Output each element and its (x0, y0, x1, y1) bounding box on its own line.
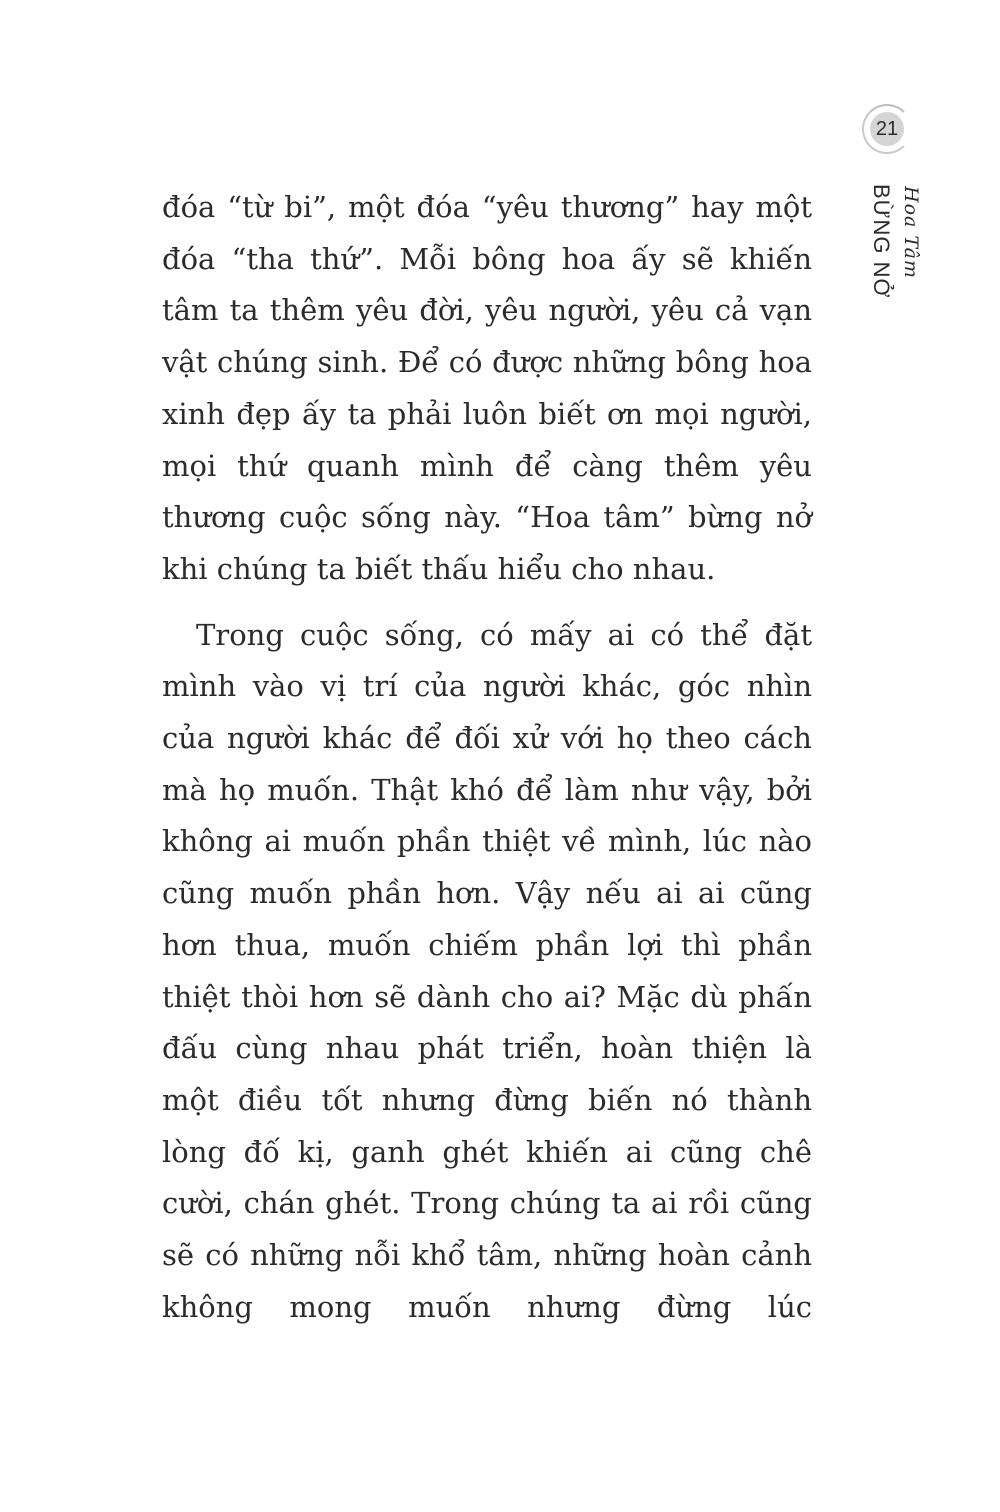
paragraph-1: đóa “từ bi”, một đóa “yêu thương” hay một đóa “tha thứ”. Mỗi bông hoa ấy sẽ khiến tâm ta thêm yêu đời, yêu người, yêu cả vạn vật chúng sinh. Để có được những bông hoa xinh đẹp ấy ta phải luôn biết ơn mọi người, mọi thứ quanh mình để càng thêm yêu thương cuộc sống này. “Hoa tâm” bừng nở khi chúng ta biết thấu hiểu cho nhau. (162, 190, 812, 586)
body-text (162, 182, 812, 1333)
page-number: 21 (875, 118, 899, 140)
running-title (862, 184, 924, 299)
paragraph-2: Trong cuộc sống, có mấy ai có thể đặt mình vào vị trí của người khác, góc nhìn của người khác để đối xử với họ theo cách mà họ muốn. Thật khó để làm như vậy, bởi không ai muốn phần thiệt về mình, lúc nào cũng muốn phần hơn. Vậy nếu ai ai cũng hơn thua, muốn chiếm phần lợi thì phần thiệt thòi hơn sẽ dành cho ai? Mặc dù phấn đấu cùng nhau phát triển, hoàn thiện là một điều tốt nhưng đừng biến nó thành lòng đố kị, ganh ghét khiến ai cũng chê cười, chán ghét. Trong chúng ta ai rồi cũng sẽ có những nỗi khổ tâm, những hoàn cảnh không mong muốn nhưng đừng lúc (162, 617, 812, 1324)
running-title-caps: BỪNG NỞ (869, 184, 894, 299)
page-number-badge (862, 104, 912, 154)
running-title-script: Hoa Tâm (900, 186, 922, 279)
